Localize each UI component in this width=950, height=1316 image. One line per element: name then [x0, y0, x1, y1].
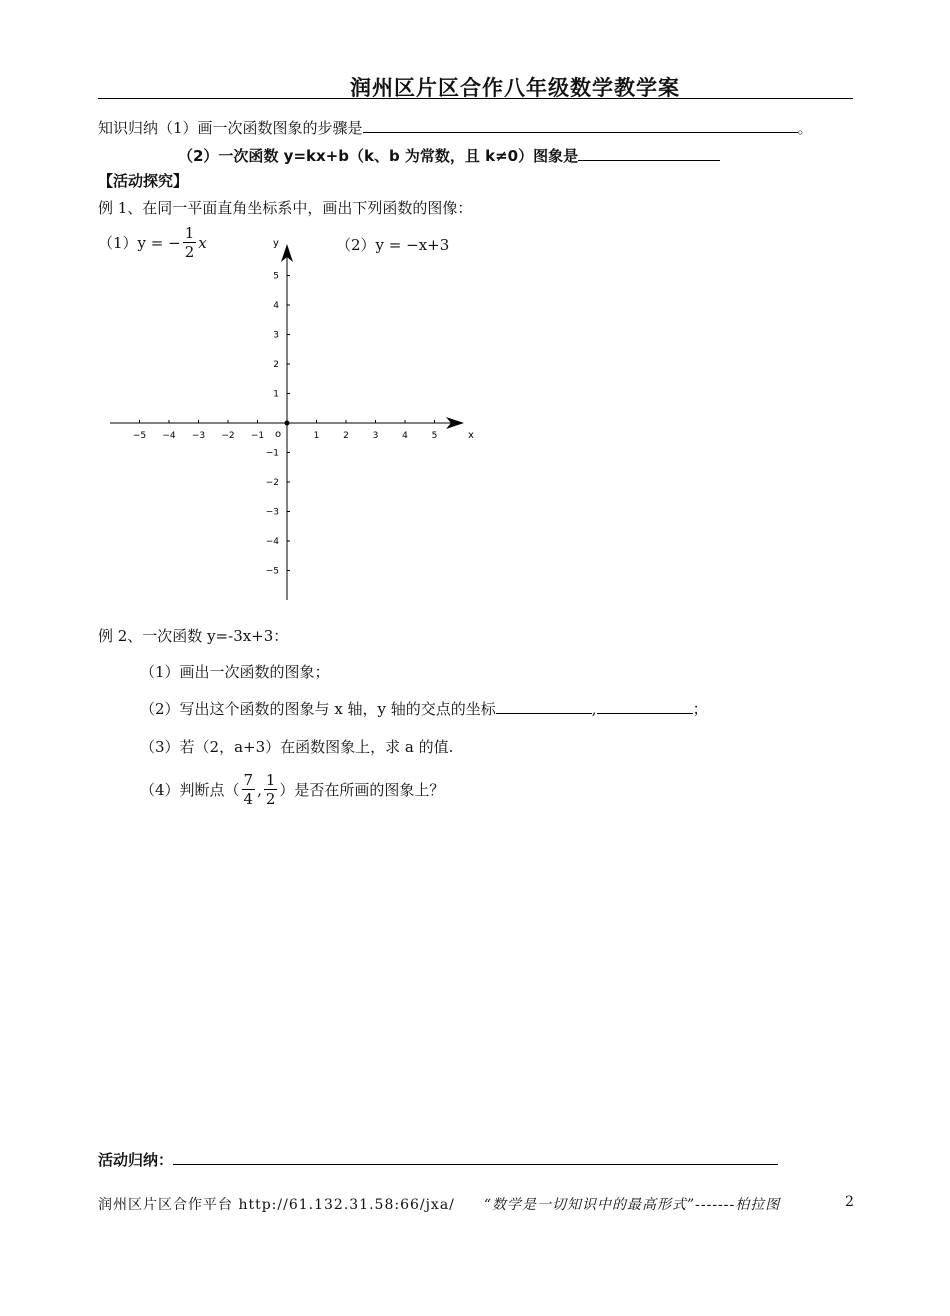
- axes: [110, 238, 474, 600]
- x-axis-label: x: [468, 430, 474, 441]
- example1-item1-prefix: （1）y = −: [98, 234, 181, 252]
- y-tick-label: 5: [273, 271, 279, 282]
- example2-q2-sep: ,: [591, 700, 597, 718]
- example1-item1-var: x: [198, 233, 207, 252]
- y-tick-label: −2: [265, 478, 279, 488]
- summary-line-2: [178, 144, 720, 166]
- y-tick-label: 4: [273, 301, 279, 311]
- origin-point: [285, 421, 290, 426]
- summary-line-1: [98, 116, 813, 138]
- x-tick-label: −1: [250, 431, 265, 441]
- x-tick-label: −3: [191, 431, 206, 441]
- example2-q2: [140, 697, 708, 719]
- activity-summary-label: 活动归纳：: [98, 1151, 174, 1169]
- activity-summary: [98, 1148, 778, 1170]
- page-number: 2: [845, 1194, 854, 1210]
- origin-label: o: [275, 429, 282, 440]
- example1-item2: （2）y = −x+3: [336, 236, 450, 254]
- summary-line-2-text: （2）一次函数 y=kx+b（k、b 为常数，且 k≠0）图象是: [178, 147, 579, 165]
- footer-site: 润州区片区合作平台 http://61.132.31.58:66/jxa/: [98, 1197, 455, 1213]
- page-title: 润州区片区合作八年级数学教学案: [350, 76, 680, 100]
- footer: [98, 1194, 780, 1214]
- fraction-numerator: 1: [184, 224, 195, 242]
- fraction-seven-fourths: [242, 771, 256, 808]
- x-tick-label: 1: [313, 431, 320, 441]
- y-axis-label: y: [273, 238, 279, 249]
- fraction-numerator: 1: [265, 771, 276, 789]
- activity-heading: 【活动探究】: [98, 172, 189, 190]
- example2-q2-text: （2）写出这个函数的图象与 x 轴，y 轴的交点的坐标: [140, 700, 496, 718]
- example2-q4-suffix: ）是否在所画的图象上？: [279, 781, 445, 799]
- example2-q2-end: ；: [692, 700, 708, 718]
- example2-stem: 例 2、一次函数 y=-3x+3：: [98, 627, 289, 645]
- y-tick-label: 2: [273, 360, 279, 370]
- x-tick-label: −4: [162, 431, 176, 441]
- x-tick-label: 2: [343, 431, 349, 441]
- answer-blank-y-intercept[interactable]: [597, 697, 693, 714]
- y-tick-label: 1: [273, 389, 279, 400]
- fraction-one-half-point: [264, 771, 278, 808]
- example2-q1: （1）画出一次函数的图象；: [140, 663, 330, 681]
- answer-blank-graph[interactable]: [578, 144, 720, 161]
- summary-line-1-text: 知识归纳（1）画一次函数图象的步骤是: [98, 119, 363, 137]
- footer-quote: “数学是一切知识中的最高形式”-------柏拉图: [483, 1197, 781, 1213]
- fraction-denominator: 4: [243, 790, 254, 808]
- fraction-numerator: 7: [243, 771, 254, 789]
- x-tick-label: 4: [402, 431, 408, 441]
- example2-q4-prefix: （4）判断点（: [140, 781, 240, 799]
- example1-stem: 例 1、在同一平面直角坐标系中，画出下列函数的图像：: [98, 199, 473, 217]
- x-tick-label: 3: [372, 431, 379, 441]
- x-tick-label: −5: [132, 431, 147, 441]
- y-tick-label: −4: [265, 537, 279, 547]
- x-tick-label: 5: [431, 431, 438, 441]
- example2-q4-comma: ,: [257, 780, 262, 799]
- answer-blank-steps[interactable]: [363, 116, 798, 133]
- y-tick-label: 3: [273, 330, 279, 341]
- y-tick-label: −3: [265, 507, 279, 518]
- x-tick-label: −2: [221, 431, 235, 441]
- y-tick-label: −1: [265, 448, 279, 459]
- header-rule: [98, 98, 853, 99]
- example2-q3: （3）若（2，a+3）在函数图象上，求 a 的值.: [140, 738, 454, 756]
- y-tick-label: −5: [265, 566, 279, 577]
- fraction-denominator: 2: [265, 790, 276, 808]
- answer-blank-x-intercept[interactable]: [496, 697, 592, 714]
- coordinate-plane[interactable]: [100, 230, 480, 610]
- answer-blank-summary[interactable]: [173, 1148, 778, 1165]
- summary-line-1-end: 。: [797, 119, 813, 137]
- fraction-denominator: 2: [184, 243, 195, 261]
- example2-q4: [140, 771, 444, 808]
